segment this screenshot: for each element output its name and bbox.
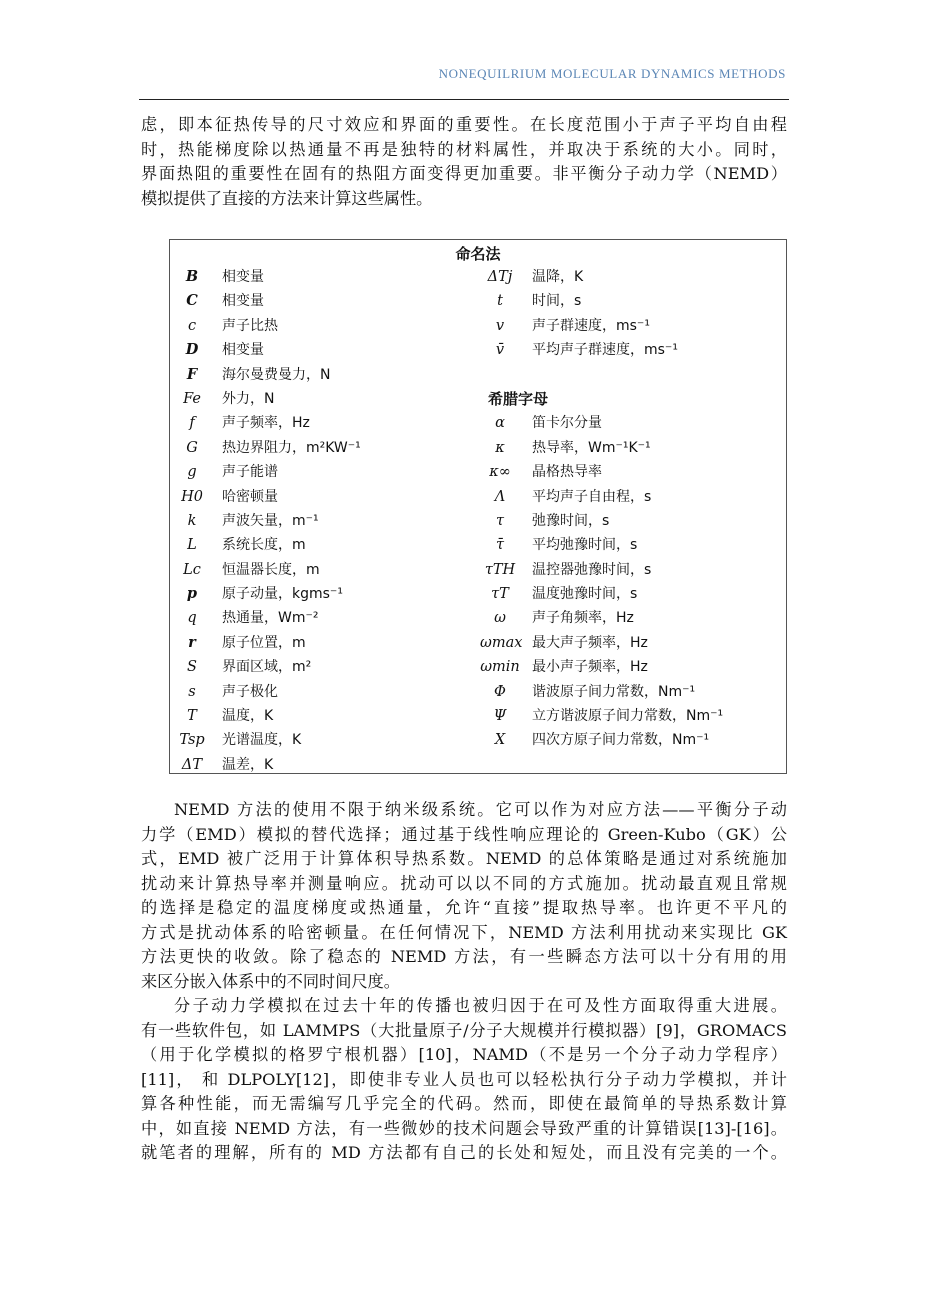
symbol: q	[187, 610, 197, 627]
intro-line: 界面热阻的重要性在固有的热阻方面变得更加重要。非平衡分子动力学（NEMD）	[141, 164, 787, 183]
symbol: B	[185, 268, 199, 285]
greek-letters-heading: 希腊字母	[488, 389, 549, 408]
description: 海尔曼费曼力，N	[222, 366, 331, 383]
description: 温度，K	[222, 708, 274, 725]
symbol: F	[186, 365, 198, 383]
intro-line: 模拟提供了直接的方法来计算这些属性。	[141, 188, 433, 208]
description: 声子角频率，Hz	[532, 610, 634, 627]
symbol: X	[494, 732, 506, 749]
paragraph-line: 方式是扰动体系的哈密顿量。在任何情况下，NEMD 方法利用扰动来实现比 GK	[141, 922, 787, 942]
symbol: H0	[181, 488, 203, 505]
symbol: g	[187, 464, 197, 481]
symbol: f	[189, 415, 195, 432]
symbol: τT	[491, 586, 509, 603]
intro-line: 虑，即本征热传导的尺寸效应和界面的重要性。在长度范围小于声子平均自由程	[141, 115, 787, 134]
nomenclature-row	[480, 655, 648, 679]
symbol: v̄	[495, 342, 505, 359]
nomenclature-right-column	[480, 265, 724, 753]
intro-line: 时，热能梯度除以热通量不再是独特的材料属性，并取决于系统的大小。同时，	[141, 139, 787, 159]
description: 弛豫时间，s	[532, 512, 610, 529]
intro-paragraph	[141, 113, 787, 211]
running-head: NONEQUILRIUM MOLECULAR DYNAMICS METHODS	[438, 66, 786, 81]
description: 声子频率，Hz	[222, 415, 310, 432]
nomenclature-row	[480, 582, 638, 606]
description: 平均声子自由程，s	[532, 488, 652, 505]
nomenclature-row	[480, 436, 651, 460]
nomenclature-row	[480, 631, 648, 655]
description: 热边界阻力，m²KW⁻¹	[222, 439, 361, 456]
description: 原子动量，kgms⁻¹	[222, 586, 343, 603]
symbol: ωmax	[480, 634, 523, 651]
description: 相变量	[222, 293, 264, 310]
paragraph-line: 式，EMD 被广泛用于计算体积导热系数。NEMD 的总体策略是通过对系统施加	[141, 849, 787, 868]
symbol: p	[186, 585, 198, 603]
description: 相变量	[222, 342, 264, 359]
symbol: Lc	[183, 561, 201, 578]
symbol: ω	[494, 610, 506, 627]
symbol: ΔTj	[487, 269, 513, 285]
paragraph-line: 算各种性能，而无需编写几乎完全的代码。然而，即使在最简单的导热系数计算	[141, 1094, 787, 1113]
description: 光谱温度，K	[222, 732, 302, 749]
paragraph-line: 分子动力学模拟在过去十年的传播也被归因于在可及性方面取得重大进展。	[174, 996, 787, 1015]
symbol: k	[187, 512, 197, 529]
paragraph-line: 的选择是稳定的温度梯度或热通量，允许“直接”提取热导率。也许更不平凡的	[141, 898, 787, 917]
symbol: ΔT	[181, 756, 203, 773]
symbol: κ∞	[489, 464, 511, 481]
paragraph-line: 扰动来计算热导率并测量响应。扰动可以以不同的方式施加。扰动最直观且常规	[141, 873, 787, 893]
symbol: v	[495, 317, 505, 334]
greek-letters-heading-row	[480, 387, 548, 411]
paragraph-line: 就笔者的理解，所有的 MD 方法都有自己的长处和短处，而且没有完美的一个。	[141, 1143, 787, 1162]
nomenclature-row	[480, 411, 602, 435]
body-paragraph-nemd-methods	[141, 798, 787, 994]
body-paragraph-md-software	[141, 994, 787, 1166]
description: 温度弛豫时间，s	[532, 586, 638, 603]
description: 平均弛豫时间，s	[532, 537, 638, 554]
nomenclature-row	[480, 728, 710, 752]
paragraph-line: 力学（EMD）模拟的替代选择；通过基于线性响应理论的 Green-Kubo（GK）公	[141, 824, 787, 844]
symbol: Tsp	[179, 732, 205, 749]
description: 声子比热	[222, 317, 278, 334]
nomenclature-row	[480, 265, 584, 289]
nomenclature-row	[480, 289, 582, 313]
description: 时间，s	[532, 293, 582, 310]
description: 系统长度，m	[222, 537, 306, 554]
nomenclature-row	[480, 704, 724, 728]
nomenclature-spacer	[480, 363, 548, 387]
nomenclature-title: 命名法	[455, 245, 501, 263]
nomenclature-row	[480, 460, 602, 484]
description: 平均声子群速度，ms⁻¹	[532, 342, 678, 359]
nomenclature-row	[480, 509, 610, 533]
description: 温控器弛豫时间，s	[532, 561, 652, 578]
description: 哈密顿量	[222, 488, 278, 505]
description: 笛卡尔分量	[532, 415, 602, 432]
paragraph-line: 方法更快的收敛。除了稳态的 NEMD 方法，有一些瞬态方法可以十分有用的用	[141, 947, 787, 966]
description: 相变量	[222, 269, 264, 285]
symbol: t	[497, 293, 503, 310]
description: 声子极化	[222, 683, 278, 700]
description: 外力，N	[222, 390, 275, 407]
symbol: τ̄	[495, 537, 505, 554]
description: 热通量，Wm⁻²	[222, 610, 319, 627]
description: 热导率，Wm⁻¹K⁻¹	[532, 439, 651, 456]
symbol: α	[495, 415, 505, 432]
paragraph-line: （用于化学模拟的格罗宁根机器）[10]，NAMD（不是另一个分子动力学程序）	[141, 1045, 787, 1064]
symbol: ωmin	[480, 659, 520, 676]
description: 晶格热导率	[532, 464, 602, 481]
paragraph-line: 来区分嵌入体系中的不同时间尺度。	[141, 971, 400, 991]
symbol: Λ	[494, 488, 506, 505]
symbol: D	[185, 341, 199, 359]
nomenclature-row	[480, 314, 650, 338]
symbol: G	[186, 439, 198, 456]
paragraph-line: 有一些软件包，如 LAMMPS（大批量原子/分子大规模并行模拟器）[9]，GROMACS	[141, 1020, 787, 1040]
description: 声子群速度，ms⁻¹	[532, 317, 650, 334]
description: 原子位置，m	[222, 634, 306, 651]
description: 温差，K	[222, 756, 274, 773]
description: 恒温器长度，m	[222, 561, 320, 578]
nomenclature-row	[480, 533, 638, 557]
symbol: Φ	[494, 683, 506, 700]
symbol: r	[188, 633, 196, 651]
description: 四次方原子间力常数，Nm⁻¹	[532, 732, 710, 749]
symbol: T	[187, 708, 197, 725]
description: 温降，K	[532, 269, 584, 285]
nomenclature-row	[480, 606, 634, 630]
description: 最小声子频率，Hz	[532, 659, 648, 676]
description: 界面区域，m²	[222, 659, 312, 676]
symbol: Ψ	[493, 708, 507, 725]
nomenclature-row	[480, 485, 652, 509]
description: 最大声子频率，Hz	[532, 634, 648, 651]
paragraph-line: 中，如直接 NEMD 方法，有一些微妙的技术问题会导致严重的计算错误[13]-[16]。	[141, 1118, 787, 1138]
description: 声子能谱	[222, 464, 278, 481]
nomenclature-row	[480, 680, 696, 704]
description: 谐波原子间力常数，Nm⁻¹	[532, 683, 696, 700]
nomenclature-row	[480, 338, 678, 362]
symbol: c	[187, 317, 197, 334]
symbol: S	[187, 659, 197, 676]
header-rule	[139, 99, 789, 100]
symbol: Fe	[183, 390, 201, 407]
paragraph-line: [11]， 和 DLPOLY[12]，即使非专业人员也可以轻松执行分子动力学模拟，并计	[141, 1069, 787, 1089]
nomenclature-table	[169, 239, 787, 774]
paragraph-line: NEMD 方法的使用不限于纳米级系统。它可以作为对应方法——平衡分子动	[174, 800, 787, 819]
symbol: L	[187, 537, 197, 554]
description: 立方谐波原子间力常数，Nm⁻¹	[532, 708, 724, 725]
symbol: s	[188, 683, 196, 700]
nomenclature-row	[480, 558, 652, 582]
symbol: τTH	[484, 561, 516, 578]
symbol: κ	[495, 439, 505, 456]
symbol: C	[186, 292, 198, 310]
description: 声波矢量，m⁻¹	[222, 512, 319, 529]
symbol: τ	[495, 512, 505, 529]
